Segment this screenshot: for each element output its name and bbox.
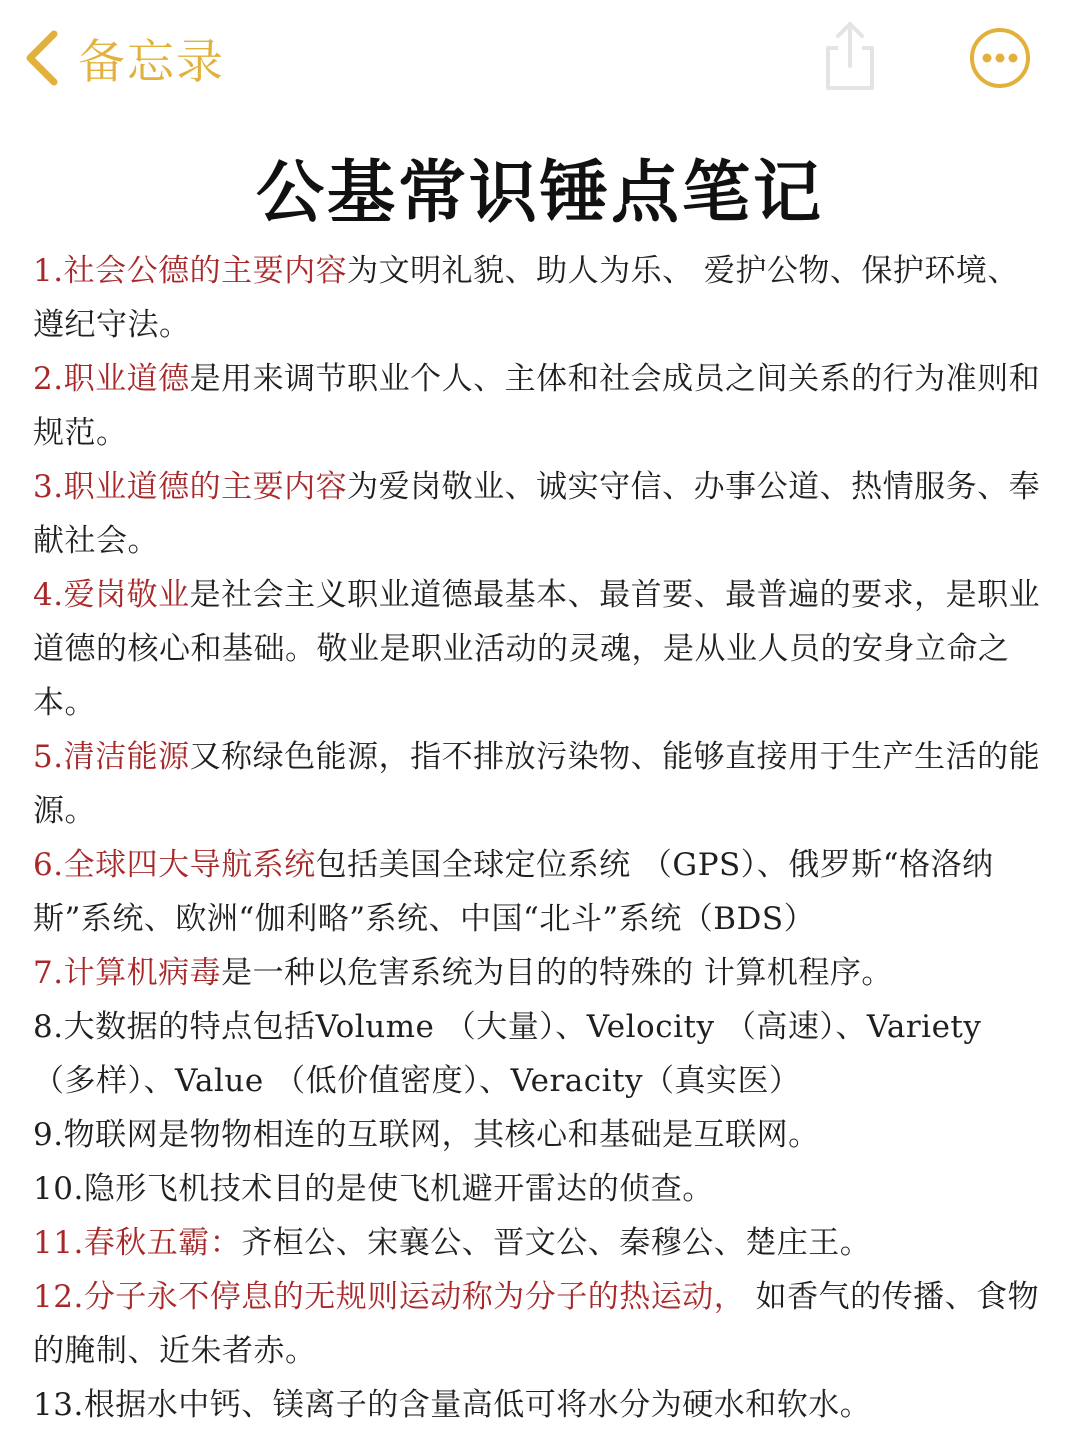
note-body[interactable] [33, 244, 1043, 1432]
back-button-label: 备忘录 [78, 34, 225, 90]
note-item-highlight: 清洁能源 [63, 739, 190, 775]
note-item-text: 为文明礼貌、助人为乐、 爱护公物、保护环境、遵纪守法。 [33, 253, 1019, 343]
note-item [33, 460, 1043, 568]
share-button[interactable] [818, 18, 882, 94]
share-icon [818, 18, 882, 94]
note-item-text: 为爱岗敬业、诚实守信、办事公道、热情服务、奉献社会。 [33, 469, 1041, 559]
note-item-text: 如香气的传播、食物的腌制、近朱者赤。 [33, 1279, 1040, 1369]
note-item [33, 946, 1043, 1000]
note-item-text: 是用来调节职业个人、主体和社会成员之间关系的行为准则和规范。 [33, 361, 1041, 451]
note-item-highlight: 社会公德的主要内容 [63, 253, 348, 289]
note-item-highlight: 职业道德的主要内容 [63, 469, 348, 505]
note-item-highlight: 分子永不停息的无规则运动称为分子的热运动， [83, 1279, 746, 1315]
note-title: 公基常识锤点笔记 [255, 153, 824, 233]
navigation-bar [0, 0, 1080, 118]
note-item-highlight: 职业道德 [63, 361, 190, 397]
note-item-highlight: 全球四大导航系统 [63, 847, 316, 883]
note-item-text: 物联网是物物相连的互联网，其核心和基础是互联网。 [63, 1117, 820, 1153]
note-item-number: 9. [33, 1117, 64, 1153]
chevron-left-icon [22, 28, 62, 88]
note-item-number: 5. [33, 739, 64, 775]
note-item-number: 8. [33, 1009, 64, 1045]
note-item-text: 是一种以危害系统为目的的特殊的 计算机程序。 [221, 955, 893, 991]
note-item-highlight: 爱岗敬业 [63, 577, 190, 613]
note-item [33, 1270, 1043, 1378]
note-item-number: 12. [33, 1279, 84, 1315]
note-item-number: 2. [33, 361, 64, 397]
note-item-text: 包括美国全球定位系统 （GPS）、俄罗斯“格洛纳斯”系统、欧洲“伽利略”系统、中国“北斗”系统（BDS） [33, 847, 994, 937]
note-item [33, 244, 1043, 352]
note-item [33, 1162, 1043, 1216]
note-item-text: 根据水中钙、镁离子的含量高低可将水分为硬水和软水。 [83, 1387, 872, 1423]
note-item [33, 352, 1043, 460]
note-item [33, 1000, 1043, 1108]
note-item [33, 1216, 1043, 1270]
note-item-text: 是社会主义职业道德最基本、最首要、最普遍的要求，是职业道德的核心和基础。敬业是职业活动的灵魂，是从业人员的安身立命之本。 [33, 577, 1041, 721]
back-button[interactable] [22, 22, 225, 94]
note-item-number: 13. [33, 1387, 84, 1423]
note-item-number: 4. [33, 577, 64, 613]
note-item-number: 7. [33, 955, 64, 991]
note-item-highlight: 春秋五霸： [83, 1225, 242, 1261]
note-item-text: 齐桓公、宋襄公、晋文公、秦穆公、楚庄王。 [241, 1225, 872, 1261]
note-item-highlight: 计算机病毒 [63, 955, 222, 991]
note-item [33, 838, 1043, 946]
note-item-text: 又称绿色能源，指不排放污染物、能够直接用于生产生活的能源。 [33, 739, 1041, 829]
note-item-number: 3. [33, 469, 64, 505]
more-icon [968, 26, 1032, 90]
more-options-button[interactable] [968, 26, 1032, 90]
note-item [33, 568, 1043, 730]
note-item-text: 大数据的特点包括Volume （大量）、Velocity （高速）、Variety （多样）、Value （低价值密度）、Veracity（真实医） [33, 1009, 982, 1099]
note-item-number: 10. [33, 1171, 84, 1207]
note-item [33, 1378, 1043, 1432]
note-item [33, 1108, 1043, 1162]
note-item-text: 隐形飞机技术目的是使飞机避开雷达的侦查。 [83, 1171, 714, 1207]
note-item-number: 11. [33, 1225, 84, 1261]
note-item-number: 6. [33, 847, 64, 883]
note-item [33, 730, 1043, 838]
note-item-number: 1. [33, 253, 64, 289]
